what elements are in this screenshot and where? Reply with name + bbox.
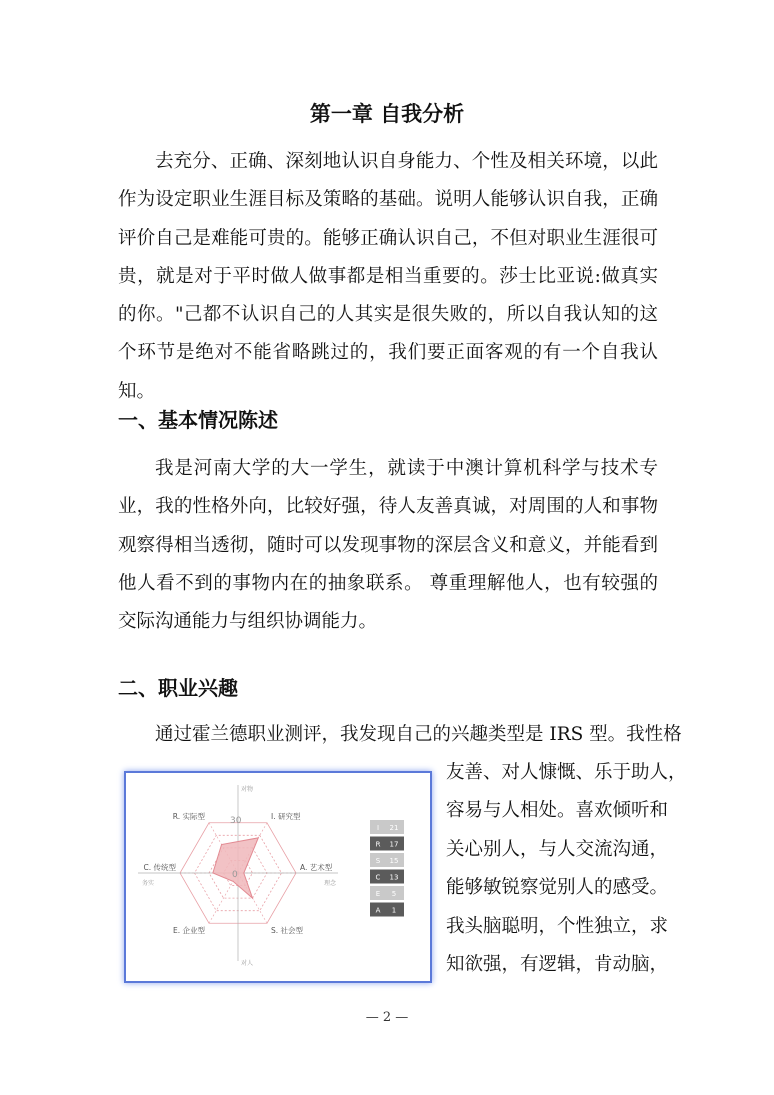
interest-line-7: 知欲强，有逻辑，肯动脑， — [446, 954, 669, 975]
page-number: — 2 — — [365, 1010, 409, 1025]
radar-axis-label: R. 实际型 — [172, 811, 205, 821]
holland-radar-figure — [124, 771, 432, 983]
legend-value: 21 — [389, 824, 399, 832]
legend-code: S — [375, 857, 381, 865]
radar-axis-end-label: 对物 — [241, 786, 254, 793]
radar-chart — [126, 773, 430, 981]
scale-label-30: 30 — [230, 816, 242, 826]
radar-data-polygon — [213, 838, 258, 898]
scale-label-0: 0 — [232, 870, 238, 880]
radar-axis-end-label: 理念 — [323, 880, 336, 887]
legend-code: C — [375, 873, 381, 882]
legend-box — [370, 820, 404, 834]
section-heading-basic: 一、基本情况陈述 — [118, 408, 278, 432]
legend-code: I — [376, 824, 380, 832]
interest-line-6: 我头脑聪明，个性独立，求 — [446, 916, 669, 937]
page-title: 第一章 自我分析 — [309, 102, 465, 126]
radar-axis-label: E. 企业型 — [172, 926, 205, 936]
legend-value: 1 — [391, 906, 397, 915]
legend-value: 15 — [389, 857, 399, 865]
radar-axis-end-label: 对人 — [241, 960, 254, 967]
legend-code: E — [375, 890, 381, 898]
radar-axis-label: C. 传统型 — [143, 863, 176, 872]
radar-axis-label: S. 社会型 — [271, 926, 304, 936]
interest-line-2: 友善、对人慷慨、乐于助人， — [446, 762, 687, 783]
radar-axis-label: A. 艺术型 — [300, 863, 333, 872]
radar-axis-end-label: 务实 — [142, 880, 155, 887]
legend-value: 13 — [389, 873, 399, 882]
intro-paragraph: 去充分、正确、深刻地认识自身能力、个性及相关环境，以此作为设定职业生涯目标及策略的基础。说明人能够认识自我，正确评价自己是难能可贵的。能够正确认识自己，不但对职业生涯很可贵，就是对于平时做人做事都是相当重要的。莎士比亚说:做真实的你。"己都不认识自己的人其实是很失败的，所以自我认知的这个环节是绝对不能省略跳过的，我们要正面客观的有一个自我认知。 — [118, 151, 658, 402]
interest-line-5: 能够敏锐察觉别人的感受。 — [446, 877, 669, 898]
interest-line-3: 容易与人相处。喜欢倾听和 — [446, 800, 669, 821]
interest-line-1: 通过霍兰德职业测评，我发现自己的兴趣类型是 IRS 型。我性格 — [155, 724, 682, 745]
basic-info-paragraph: 我是河南大学的大一学生，就读于中澳计算机科学与技术专业，我的性格外向，比较好强，待人友善真诚，对周围的人和事物观察得相当透彻，随时可以发现事物的深层含义和意义，并能看到他人看不到的事物内在的抽象联系。 尊重理解他人，也有较强的交际沟通能力与组织协调能力。 — [118, 458, 658, 633]
legend-code: A — [375, 906, 381, 915]
legend-code: R — [375, 840, 381, 849]
interest-line-4: 关心别人，与人交流沟通， — [446, 839, 669, 860]
section-heading-interest: 二、职业兴趣 — [118, 676, 238, 700]
radar-axis-label: I. 研究型 — [271, 811, 301, 821]
legend-value: 17 — [389, 840, 399, 849]
legend-value: 5 — [391, 890, 397, 898]
